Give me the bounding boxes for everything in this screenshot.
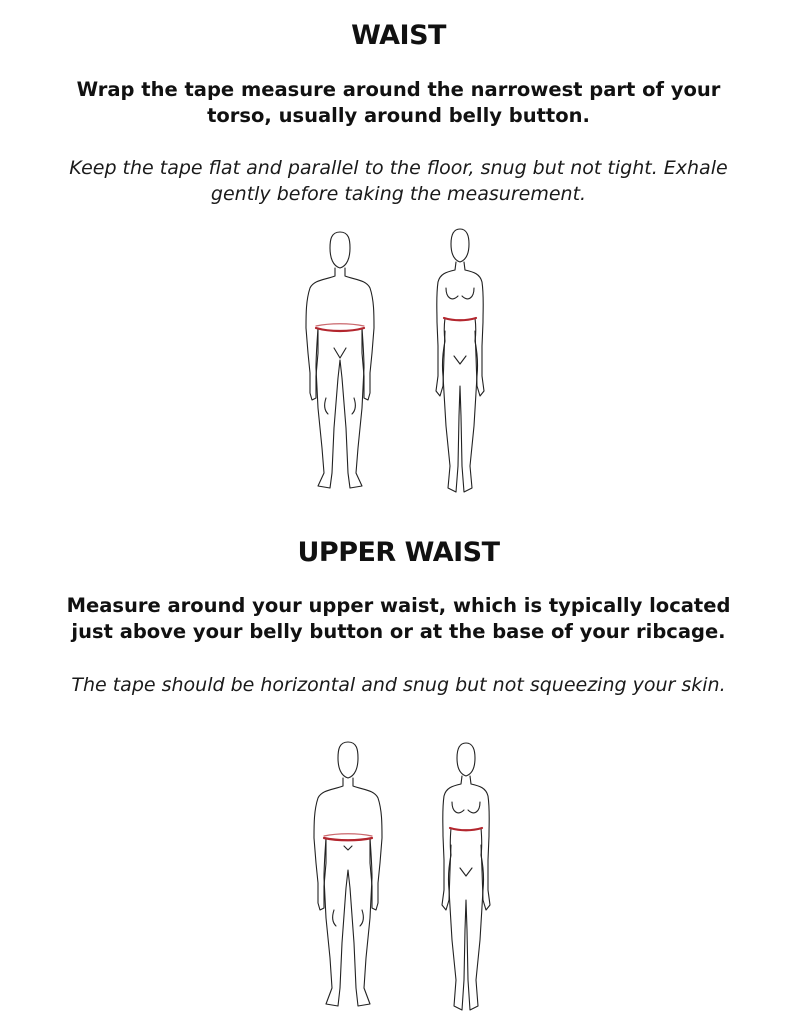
waist-tip: Keep the tape flat and parallel to the floor, snug but not tight. Exhale gently before taking the measurement. (69, 157, 728, 205)
female-figure-icon (436, 740, 496, 1016)
upper-waist-instruction: Measure around your upper waist, which is typically located just above your belly button or at the base of your ribcage. (66, 594, 731, 643)
upper-waist-section (0, 537, 797, 568)
waist-instruction-block (60, 77, 737, 129)
waist-tip-block (40, 155, 757, 207)
waist-title: WAIST (351, 20, 446, 51)
upper-waist-instruction-block (55, 593, 742, 645)
waist-section (0, 20, 797, 51)
upper-waist-tip-block (30, 672, 767, 698)
upper-waist-title: UPPER WAIST (297, 537, 500, 568)
female-figure-icon (430, 226, 490, 498)
measuring-tape-icon (316, 328, 364, 331)
male-figure-icon (300, 228, 380, 496)
male-figure-icon (308, 738, 388, 1016)
upper-waist-tip: The tape should be horizontal and snug but not squeezing your skin. (71, 674, 726, 696)
waist-instruction: Wrap the tape measure around the narrowest part of your torso, usually around belly button. (76, 78, 721, 127)
